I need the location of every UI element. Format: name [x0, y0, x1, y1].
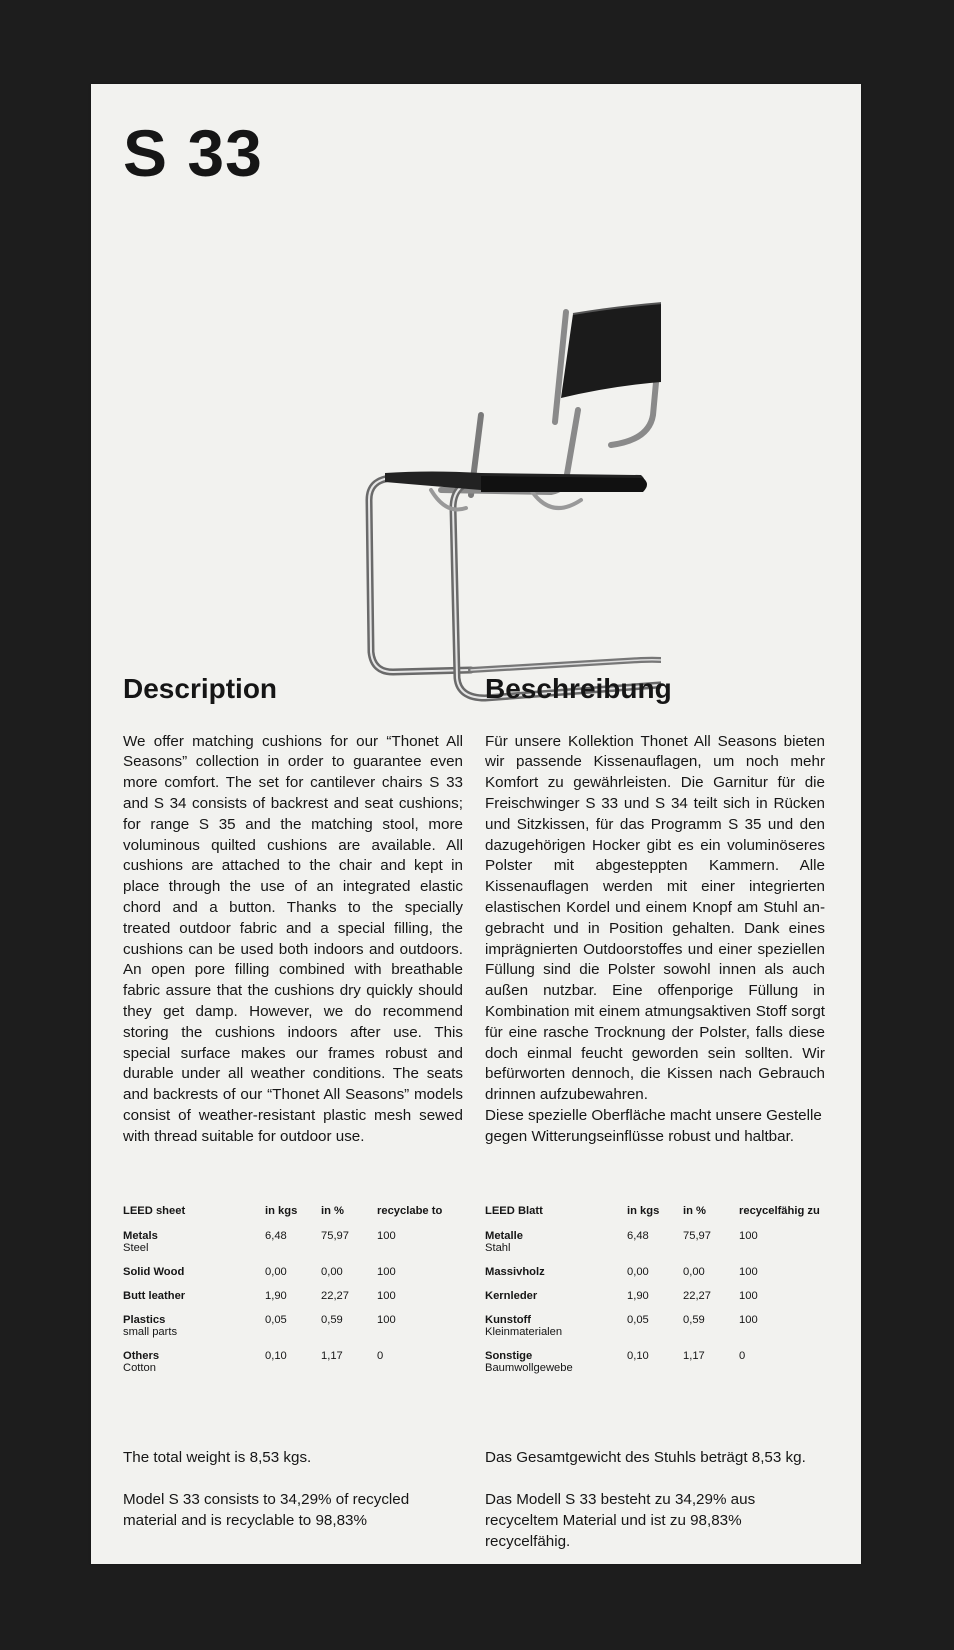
recyclable-cell: 100 [739, 1314, 758, 1326]
material-detail: small parts [123, 1326, 178, 1338]
material-name: Massivholz [485, 1266, 545, 1278]
column-header: in % [321, 1205, 344, 1217]
material-detail: Kleinmaterialen [485, 1326, 563, 1338]
recyclable-cell: 100 [739, 1230, 758, 1242]
material-name: Metals [123, 1230, 158, 1242]
recyclable-cell: 0 [739, 1350, 746, 1362]
material-detail: Cotton [123, 1362, 156, 1374]
percent-cell: 1,17 [321, 1350, 343, 1362]
column-header: recyclabe to [377, 1205, 443, 1217]
column-header: LEED sheet [123, 1205, 186, 1217]
kgs-cell: 1,90 [265, 1290, 287, 1302]
kgs-cell: 0,00 [627, 1266, 649, 1278]
material-cell [485, 1230, 627, 1266]
table-row [123, 1290, 473, 1314]
table-row [123, 1230, 473, 1266]
material-cell [123, 1290, 265, 1314]
percent-cell: 0,00 [683, 1266, 705, 1278]
material-name: Solid Wood [123, 1266, 185, 1278]
product-sheet [91, 84, 861, 1564]
material-cell [123, 1266, 265, 1290]
percent-cell: 22,27 [683, 1290, 711, 1302]
beschreibung-heading: Beschreibung [485, 673, 672, 704]
recyclable-cell: 100 [377, 1230, 396, 1242]
column-header: LEED Blatt [485, 1205, 543, 1217]
column-header: in % [683, 1205, 706, 1217]
material-detail: Baumwollgewebe [485, 1362, 573, 1374]
beschreibung-text: Für unsere Kollektion Thonet All Seasons bieten wir passende Kissenauflagen, um noch mehr Komfort zu gewährleisten. Die Garnitur für die Freischwinger S 33 und S 34 teilt sich in Rücken und Sitzkissen, für das Programm S 35 und den dazugehörigen Hocker gibt es ein voluminöseres Polster mit abgesteppten Kammern. Alle Kissenauflagen werden mit einer integrierten elastischen Kordel und einem Knopf am Stuhl an-gebracht und in Position gehalten. Dank eines imprägnierten Outdoorstoffes und einer speziellen Füllung sind die Polster sowohl innen als auch außen nutzbar. Eine offenporige Füllung in Kombination mit einem atmungsaktiven Stoff sorgt für eine rasche Trocknung der Polster, falls diese doch einmal feucht geworden sein sollten. Wir befürworten dennoch, die Kissen nach Gebrauch drinnen aufzubewahren. [485, 732, 825, 1104]
table-header-row [485, 1205, 835, 1230]
material-cell [485, 1314, 627, 1350]
chair-photo [281, 190, 661, 710]
percent-cell: 0,59 [321, 1314, 343, 1326]
kgs-cell: 6,48 [265, 1230, 287, 1242]
recyclable-cell: 100 [739, 1266, 758, 1278]
product-title: S 33 [123, 116, 263, 190]
description-column-en [123, 672, 463, 1148]
kgs-cell: 0,05 [627, 1314, 649, 1326]
table-row [485, 1230, 835, 1266]
kgs-cell: 0,05 [265, 1314, 287, 1326]
table-header-row [123, 1205, 473, 1230]
material-cell [485, 1350, 627, 1386]
recyclable-cell: 100 [739, 1290, 758, 1302]
percent-cell: 22,27 [321, 1290, 349, 1302]
total-weight-de: Das Gesamtgewicht des Stuhls beträgt 8,53 kg. [485, 1449, 806, 1466]
leed-table-en [123, 1205, 473, 1386]
material-detail: Steel [123, 1242, 149, 1254]
kgs-cell: 0,10 [265, 1350, 287, 1362]
material-name: Others [123, 1350, 160, 1362]
material-detail: Stahl [485, 1242, 511, 1254]
table-row [485, 1314, 835, 1350]
material-cell [123, 1314, 265, 1350]
column-header: in kgs [627, 1205, 660, 1217]
table-row [123, 1266, 473, 1290]
table-row [485, 1290, 835, 1314]
total-weight-en: The total weight is 8,53 kgs. [123, 1449, 312, 1466]
kgs-cell: 6,48 [627, 1230, 649, 1242]
material-name: Kernleder [485, 1290, 538, 1302]
recyclable-cell: 0 [377, 1350, 384, 1362]
percent-cell: 75,97 [321, 1230, 349, 1242]
description-text: We offer matching cushions for our “Thonet All Seasons” collection in order to guarantee even more comfort. The set for cantilever chairs S 33 and S 34 consists of backrest and seat cushions; for range S 35 and the matching stool, more voluminous quilted cushions are available. All cushions are attached to the chair and kept in place through the use of an integrated elastic chord and a button. Thanks to the specially treated outdoor fabric and a special filling, the cushions can be used both indoors and outdoors. An open pore filling combined with breathable fabric assure that the cushions dry quickly should they get damp. However, we do recommend storing the cushions indoors after use. This special surface makes our frames robust and durable under all weather conditions. The seats and backrests of our “Thonet All Seasons” models consist of weather-resistant plastic mesh sewed with thread suitable for outdoor use. [123, 732, 463, 1145]
material-name: Sonstige [485, 1350, 533, 1362]
column-header: in kgs [265, 1205, 298, 1217]
leed-table-de [485, 1205, 835, 1386]
material-cell [123, 1350, 265, 1386]
recyclable-cell: 100 [377, 1266, 396, 1278]
material-name: Plastics [123, 1314, 166, 1326]
material-cell [123, 1230, 265, 1266]
kgs-cell: 1,90 [627, 1290, 649, 1302]
material-name: Butt leather [123, 1290, 186, 1302]
recyclable-cell: 100 [377, 1314, 396, 1326]
table-row [485, 1350, 835, 1386]
kgs-cell: 0,00 [265, 1266, 287, 1278]
description-heading: Description [123, 673, 278, 704]
material-name: Metalle [485, 1230, 523, 1242]
percent-cell: 0,59 [683, 1314, 705, 1326]
column-header: recycelfähig zu [739, 1205, 820, 1217]
kgs-cell: 0,10 [627, 1350, 649, 1362]
description-column-de [485, 672, 825, 1148]
recycle-summary-de: Das Modell S 33 besteht zu 34,29% aus recyceltem Material und ist zu 98,83% recycelfähig. [485, 1491, 756, 1550]
table-row [485, 1266, 835, 1290]
material-name: Kunstoff [485, 1314, 531, 1326]
percent-cell: 75,97 [683, 1230, 711, 1242]
table-row [123, 1314, 473, 1350]
material-cell [485, 1290, 627, 1314]
recyclable-cell: 100 [377, 1290, 396, 1302]
material-cell [485, 1266, 627, 1290]
table-row [123, 1350, 473, 1386]
percent-cell: 0,00 [321, 1266, 343, 1278]
recycle-summary-en: Model S 33 consists to 34,29% of recycled material and is recyclable to 98,83% [123, 1491, 410, 1529]
percent-cell: 1,17 [683, 1350, 705, 1362]
beschreibung-text-closing: Diese spezielle Oberfläche macht unsere Gestelle gegen Witterungseinflüsse robust und haltbar. [485, 1106, 822, 1145]
